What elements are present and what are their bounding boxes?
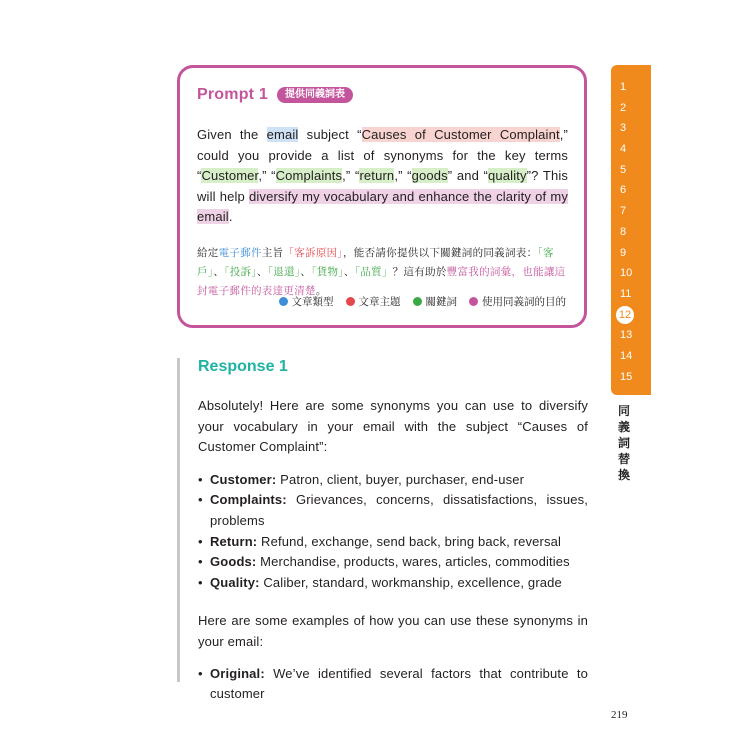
synonym-values: Merchandise, products, wares, articles, commodities (256, 554, 570, 570)
highlight-keyword: quality (488, 168, 527, 184)
chapter-number: 12 (616, 306, 634, 324)
chapter-number-item (611, 243, 651, 264)
chapter-number: 6 (620, 184, 627, 197)
synonym-term: Quality: (210, 574, 260, 590)
text-run: ？這有助於 (392, 265, 447, 278)
zh-topic: 「客訴原因」 (283, 246, 343, 259)
legend-item (469, 294, 566, 309)
list-item (198, 490, 588, 531)
text-run: 、 (213, 265, 225, 278)
example-term: Original: (210, 665, 265, 681)
chapter-number-item (611, 160, 651, 181)
list-item (198, 470, 588, 491)
chapter-number: 7 (620, 205, 627, 218)
legend-item (413, 294, 458, 309)
chapter-number-item (611, 139, 651, 160)
chapter-number: 4 (620, 143, 627, 156)
prompt-box (177, 65, 587, 328)
chapter-label: 同義詞替換 (617, 404, 630, 482)
zh-keyword: 「貨物」 (311, 265, 344, 278)
text-run: 主旨 (261, 246, 284, 259)
text-run: ” and “ (447, 168, 489, 184)
synonym-term: Goods: (210, 554, 257, 570)
legend-dot-icon (469, 297, 478, 306)
chapter-number-item (611, 346, 651, 367)
page-number: 219 (611, 709, 628, 721)
legend-label: 關鍵詞 (425, 296, 457, 308)
legend-label: 文章主題 (358, 296, 401, 308)
legend-dot-icon (413, 297, 422, 306)
text-run: 、 (300, 265, 312, 278)
prompt-title: Prompt 1 (197, 86, 268, 103)
synonym-term: Return: (210, 533, 258, 549)
chapter-number: 3 (620, 122, 627, 135)
chapter-number: 5 (620, 163, 627, 176)
chapter-number-item (611, 77, 651, 98)
chapter-tab (611, 65, 651, 395)
legend-dot-icon (279, 297, 288, 306)
chapter-number: 15 (620, 370, 633, 383)
chapter-number: 13 (620, 329, 633, 342)
zh-keyword: 「退還」 (267, 265, 301, 278)
zh-keyword: 「品質」 (354, 265, 393, 278)
text-run: ,” “ (394, 168, 412, 184)
chapter-number: 8 (620, 225, 627, 238)
prompt-tag-badge: 提供同義詞表 (277, 87, 353, 103)
synonym-values: Caliber, standard, workmanship, excellence, grade (259, 574, 562, 590)
synonym-term: Complaints: (210, 492, 287, 508)
highlight-topic: Causes of Customer Complaint (361, 127, 560, 142)
text-run: ,” “ (342, 168, 360, 184)
synonym-list (198, 470, 588, 594)
highlight-keyword: Customer (201, 168, 259, 184)
response-section (198, 358, 588, 705)
zh-type: 電子郵件 (218, 246, 262, 259)
prompt-english-text (197, 125, 568, 228)
chapter-number-item (611, 305, 651, 326)
chapter-number-item (611, 118, 651, 139)
highlight-keyword: Complaints (275, 168, 343, 184)
chapter-number-item (611, 98, 651, 119)
highlight-type: email (266, 127, 299, 142)
chapter-number: 14 (620, 349, 633, 362)
highlight-keyword: return (359, 168, 395, 184)
chapter-number-item (611, 284, 651, 305)
text-run: ,” could you provide a list of synonyms for the key terms “ (197, 127, 568, 184)
chapter-number-item (611, 222, 651, 243)
list-item (198, 573, 588, 594)
examples-intro: Here are some examples of how you can use these synonyms in your email: (198, 613, 588, 649)
text-run: Given the (197, 127, 267, 142)
chapter-number-list (611, 65, 651, 387)
legend-item (279, 294, 334, 309)
text-run: ,” “ (258, 168, 276, 184)
list-item (198, 664, 588, 705)
text-run: ”? This will help (197, 168, 569, 204)
text-run: 。 (315, 284, 327, 297)
response-title: Response 1 (198, 358, 288, 375)
legend-item (346, 294, 401, 309)
chapter-number: 1 (620, 81, 627, 93)
text-run: 、 (256, 265, 268, 278)
zh-keyword: 「客戶」 (197, 246, 554, 278)
synonym-values: Patron, client, buyer, purchaser, end-user (276, 471, 525, 487)
legend-label: 使用同義詞的目的 (482, 296, 566, 308)
highlight-keyword: goods (411, 168, 448, 184)
legend-dot-icon (346, 297, 355, 306)
response-rule (177, 358, 180, 682)
chapter-number-item (611, 263, 651, 284)
highlight-purpose: diversify my vocabulary and enhance the clarity of my email (197, 188, 569, 225)
chapter-number-item (611, 180, 651, 201)
chapter-number: 2 (620, 101, 627, 114)
response-intro: Absolutely! Here are some synonyms you can use to diversify your vocabulary in your email with the subject “Causes of Customer Complaint”: (198, 398, 588, 455)
list-item (198, 552, 588, 573)
synonym-values: Refund, exchange, send back, bring back, reversal (257, 533, 562, 549)
text-run: 、 (343, 265, 355, 278)
chapter-number: 10 (620, 267, 633, 280)
text-run: subject “ (298, 127, 362, 142)
example-text: We’ve identified several factors that contribute to customer (210, 665, 588, 702)
text-run: 給定 (197, 246, 219, 259)
text-run: ，能否請你提供以下關鍵詞的同義詞表： (342, 246, 538, 259)
chapter-number-item (611, 325, 651, 346)
chapter-number-item (611, 201, 651, 222)
legend-label: 文章類型 (291, 296, 334, 308)
legend (279, 294, 567, 309)
example-list (198, 664, 588, 705)
prompt-chinese-text (197, 244, 568, 301)
zh-purpose: 豐富我的詞彙，也能讓這封電子郵件的表達更清楚 (197, 265, 566, 297)
zh-keyword: 「投訴」 (224, 265, 257, 278)
chapter-number-item (611, 367, 651, 388)
chapter-number: 11 (620, 287, 632, 300)
text-run: . (228, 209, 233, 225)
chapter-number: 9 (620, 246, 627, 259)
prompt-header (197, 82, 568, 108)
synonym-term: Customer: (210, 471, 277, 487)
list-item (198, 532, 588, 553)
synonym-values: Grievances, concerns, dissatisfactions, issues, problems (210, 492, 588, 528)
